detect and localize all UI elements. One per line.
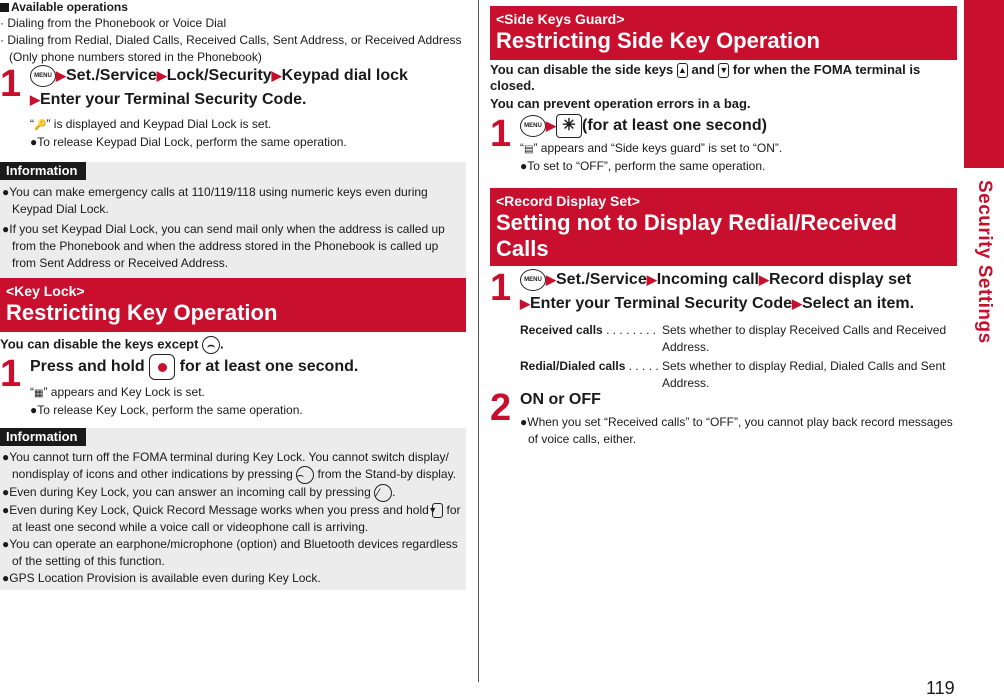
clear-key-icon: ⌢ [296, 466, 314, 484]
chapter-tab-bar [964, 0, 1004, 168]
step-instruction: Press and hold for at least one second. [30, 354, 466, 380]
record-step-2 [490, 388, 957, 448]
info-item: ●You can operate an earphone/microphone (option) and Bluetooth devices regardless of the setting of this function. [2, 537, 458, 568]
down-side-key-icon: ▼ [432, 503, 443, 518]
step-note: “▤” appears and “Side keys guard” is set to “ON”. [520, 141, 783, 156]
available-operations [0, 0, 466, 66]
record-display-section-header [490, 188, 957, 266]
step-instruction: MENU ▶ ✳ (for at least one second) [520, 114, 957, 138]
available-item: · Dialing from the Phonebook or Voice Dial [0, 16, 227, 30]
side-keys-step [490, 114, 957, 175]
step-note: ●To set to “OFF”, perform the same operation. [520, 159, 766, 174]
page-number: 119 [926, 678, 955, 698]
info-label: Information [0, 428, 86, 446]
side-keys-guard-icon: ▤ [524, 144, 534, 156]
side-keys-intro: You can disable the side keys ▲ and ▼ for when the FOMA terminal is closed. [490, 62, 921, 94]
chapter-sidebar [964, 0, 1004, 699]
power-key-icon [149, 354, 175, 380]
section-tag: <Side Keys Guard> [496, 11, 625, 27]
send-key-icon: ⁄ [374, 484, 392, 502]
step-note: “🔑” is displayed and Keypad Dial Lock is set. [30, 117, 272, 131]
definition-row: Redial/Dialed calls . . . . . Sets whether to display Redial, Dialed Calls and Sent Address. [520, 359, 946, 390]
keypad-step [0, 64, 466, 151]
section-tag: <Key Lock> [6, 283, 85, 299]
step-note: “▦” appears and Key Lock is set. [30, 385, 205, 399]
section-title: Setting not to Display Redial/Received Calls [496, 210, 897, 261]
info-box-1 [0, 162, 466, 278]
menu-key-icon: MENU [520, 115, 546, 137]
section-title: Restricting Key Operation [6, 300, 278, 325]
info-box-2 [0, 428, 466, 590]
column-divider [478, 0, 479, 682]
clear-key-icon: ⌢ [202, 336, 220, 354]
info-item: ●GPS Location Provision is available even during Key Lock. [2, 571, 321, 585]
info-item: ●You can make emergency calls at 110/119/118 using numeric keys even during Keypad Dial Lock. [2, 185, 428, 216]
step-number: 1 [0, 63, 22, 105]
square-bullet-icon [0, 3, 9, 12]
info-item: ●Even during Key Lock, Quick Record Message works when you press and hold ▼ for at least one second while a voice call or videophone call is arriving. [2, 503, 461, 534]
step-note: ●To release Key Lock, perform the same operation. [30, 403, 303, 417]
keypad-lock-icon: 🔑 [34, 120, 47, 131]
info-item: ●Even during Key Lock, you can answer an incoming call by pressing ⁄ . [2, 485, 396, 500]
step-instruction: MENU ▶Set./Service▶Lock/Security▶Keypad dial lock [30, 64, 466, 88]
step-instruction: ON or OFF [520, 391, 601, 408]
info-item: ●If you set Keypad Dial Lock, you can send mail only when the address is called up from the Phonebook and when the address stored in the Phonebook is called up from Sent Address or Received Address. [2, 222, 445, 270]
step-instruction-2: ▶Enter your Terminal Security Code. [30, 91, 307, 108]
step-number: 1 [490, 267, 512, 309]
step-number: 1 [490, 113, 512, 155]
section-title: Restricting Side Key Operation [496, 28, 820, 53]
step-instruction: MENU ▶Set./Service▶Incoming call▶Record display set [520, 268, 957, 292]
key-lock-step [0, 354, 466, 419]
step-note: ●To release Keypad Dial Lock, perform the same operation. [30, 135, 347, 149]
key-lock-icon: ▦ [34, 388, 44, 399]
record-step-1 [490, 268, 957, 392]
available-item: (Only phone numbers stored in the Phonebook) [9, 50, 262, 64]
step-instruction-2: ▶Enter your Terminal Security Code▶Select an item. [520, 295, 915, 312]
available-heading: Available operations [0, 0, 466, 15]
key-lock-section-header [0, 278, 466, 332]
info-item: ●You cannot turn off the FOMA terminal during Key Lock. You cannot switch display/ nondisplay of icons and other indications by pressing ⌢ from the Stand-by display. [2, 450, 457, 482]
available-item: · Dialing from Redial, Dialed Calls, Received Calls, Sent Address, or Received Address [0, 33, 462, 47]
step-note: ●When you set “Received calls” to “OFF”, you cannot play back record messages of voice calls, either. [520, 415, 953, 446]
step-number: 1 [0, 353, 22, 395]
side-keys-section-header [490, 6, 957, 60]
down-side-key-icon: ▼ [718, 63, 729, 78]
definition-table [520, 322, 957, 392]
key-lock-intro: You can disable the keys except ⌢ . [0, 336, 224, 352]
definition-row: Received calls . . . . . . . . Sets whether to display Received Calls and Received Address. [520, 323, 947, 354]
section-tag: <Record Display Set> [496, 193, 640, 209]
step-number: 2 [490, 387, 512, 429]
up-side-key-icon: ▲ [677, 63, 688, 78]
menu-key-icon: MENU [520, 269, 546, 291]
chapter-title: Security Settings [974, 180, 995, 344]
info-label: Information [0, 162, 86, 180]
asterisk-key-icon: ✳ [556, 114, 582, 138]
side-keys-intro-2: You can prevent operation errors in a bag. [490, 96, 751, 111]
menu-key-icon: MENU [30, 65, 56, 87]
